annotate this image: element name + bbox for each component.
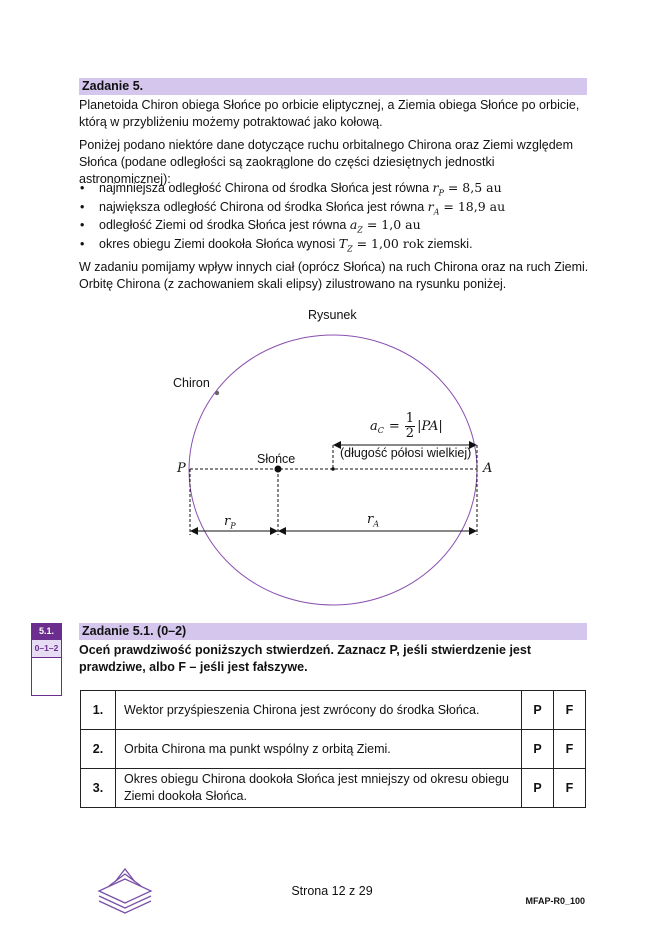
statement-text: Okres obiegu Chirona dookoła Słońca jest mniejszy od okresu obiegu Ziemi dookoła Słońca.	[116, 769, 522, 808]
math-expression: $T_Z = 1,00$ rok	[338, 235, 424, 253]
row-number: 1.	[81, 691, 116, 730]
math-expression: $r_P = 8,5$ au	[432, 180, 502, 198]
semi-axis-formula: a $_C$ = $\frac{1}{2}$ |PA|	[370, 410, 443, 441]
math-expression: $r_A = 18,9$ au	[427, 198, 506, 216]
score-box	[31, 657, 62, 696]
subtask-title: Zadanie 5.1. (0–2)	[79, 623, 587, 640]
fraction-numerator: 1	[405, 410, 415, 426]
subtask-number-badge: 5.1.	[31, 623, 62, 640]
option-p[interactable]: P	[522, 691, 554, 730]
formula-rhs: |PA|	[417, 418, 443, 434]
table-row	[81, 769, 586, 808]
semi-axis-note: (długość półosi wielkiej)	[340, 446, 472, 460]
document-code: MFAP-R0_100	[525, 896, 585, 906]
option-f[interactable]: F	[554, 730, 586, 769]
bullet-text: najmniejsza odległość Chirona od środka Słońca jest równa	[99, 181, 433, 195]
figure-caption: Rysunek	[308, 308, 357, 322]
data-intro-line: Słońca (podane odległości są zaokrąglone do części dziesiętnych jednostki astronomicznej):	[79, 155, 495, 186]
instruction-line: Oceń prawdziwość poniższych stwierdzeń. Zaznacz P, jeśli stwierdzenie jest	[79, 643, 531, 657]
subtask-instruction	[79, 642, 589, 676]
rp-label: $r_P$	[224, 514, 236, 531]
task-title: Zadanie 5.	[79, 78, 587, 95]
subtask-points-badge: 0–1–2	[31, 640, 62, 657]
bullet-text: największa odległość Chirona od środka Słońca jest równa	[99, 199, 428, 214]
true-false-table	[80, 690, 586, 808]
formula-symbol: a	[370, 418, 378, 434]
ra-label: $r_A$	[367, 512, 379, 529]
fraction-denominator: 2	[405, 425, 415, 441]
bullet-text: okres obiegu Ziemi dookoła Słońca wynosi	[99, 236, 339, 251]
row-number: 2.	[81, 730, 116, 769]
aphelion-label: A	[483, 461, 493, 476]
option-f[interactable]: F	[554, 691, 586, 730]
page-number: Strona 12 z 29	[291, 884, 373, 898]
sun-label: Słońce	[257, 452, 296, 466]
chiron-dot	[215, 391, 219, 395]
formula-subscript: C	[377, 426, 384, 435]
statement-text: Orbita Chirona ma punkt wspólny z orbitą Ziemi.	[116, 730, 522, 769]
option-p[interactable]: P	[522, 730, 554, 769]
bullet-tail: ziemski.	[423, 236, 473, 251]
intro-line: Planetoida Chiron obiega Słońce po orbicie eliptycznej, a Ziemia obiega Słońce po orbicie,	[79, 98, 580, 112]
data-intro-line: Poniżej podano niektóre dane dotyczące ruchu orbitalnego Chirona oraz Ziemi względem	[79, 138, 574, 152]
instruction-line: prawdziwe, albo F – jeśli jest fałszywe.	[79, 660, 308, 674]
math-expression: $a_Z = 1,0$ au	[349, 217, 421, 235]
chiron-label: Chiron	[173, 376, 210, 390]
option-f[interactable]: F	[554, 769, 586, 808]
statement-text: Wektor przyśpieszenia Chirona jest zwrócony do środka Słońca.	[116, 691, 522, 730]
row-number: 3.	[81, 769, 116, 808]
table-row	[81, 730, 586, 769]
perihelion-label: P	[177, 461, 186, 476]
note-line: W zadaniu pomijamy wpływ innych ciał (oprócz Słońca) na ruch Chirona oraz na ruch Ziemi.	[79, 260, 589, 274]
intro-line: którą w przybliżeniu możemy potraktować jako kołową.	[79, 115, 383, 129]
note-line: Orbitę Chirona (z zachowaniem skali elipsy) zilustrowano na rysunku poniżej.	[79, 277, 507, 291]
option-p[interactable]: P	[522, 769, 554, 808]
bullet-text: odległość Ziemi od środka Słońca jest równa	[99, 218, 350, 232]
table-row	[81, 691, 586, 730]
